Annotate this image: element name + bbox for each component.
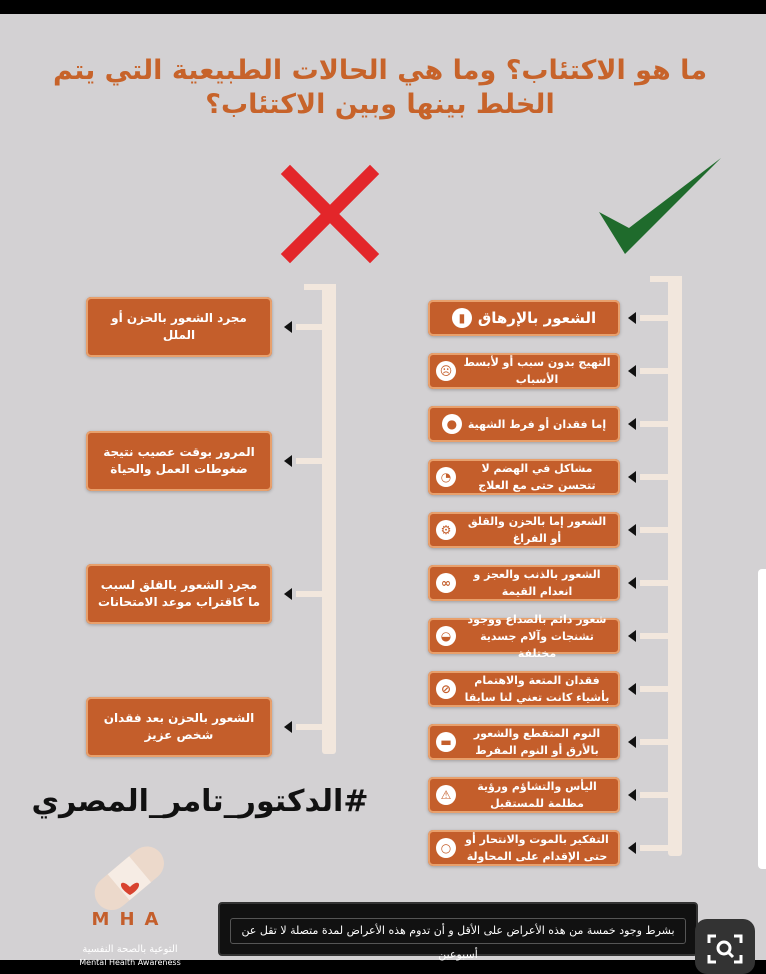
symptom-item	[428, 459, 620, 495]
symptom-item	[428, 777, 620, 813]
warning-icon: ⚠	[436, 785, 456, 805]
normal-state-item	[86, 297, 272, 357]
infographic-poster	[0, 14, 766, 967]
logo-abbreviation: MHA	[91, 909, 169, 930]
lens-button[interactable]	[695, 919, 755, 974]
symptom-label: التهيج بدون سبب أو لأبسط الأسباب	[463, 356, 611, 386]
right-connector	[640, 421, 670, 427]
right-connector	[640, 792, 670, 798]
plate-icon: ●	[442, 414, 462, 434]
arrow-icon	[628, 365, 636, 377]
logo-org-name: التوعية بالصحة النفسية	[82, 944, 178, 955]
symptom-item	[428, 671, 620, 707]
cross-icon	[280, 164, 380, 264]
normal-state-label: المرور بوقت عصيب نتيجة ضغوطات العمل والحياة	[103, 445, 255, 476]
symptom-label: إما فقدان أو فرط الشهية	[467, 417, 607, 431]
normal-state-item	[86, 564, 272, 624]
normal-state-label: مجرد الشعور بالقلق لسبب ما كاقتراب موعد الامتحانات	[97, 578, 261, 609]
right-connector	[640, 527, 670, 533]
right-connector	[640, 739, 670, 745]
handcuffs-icon: ∞	[436, 573, 456, 593]
right-connector	[640, 315, 670, 321]
bed-icon: ▬	[436, 732, 456, 752]
left-connector	[296, 724, 326, 730]
author-hashtag: #الدكتور_تامر_المصري	[31, 784, 369, 819]
symptom-label: الشعور بالإرهاق	[477, 308, 597, 327]
arrow-icon	[628, 471, 636, 483]
stomach-icon: ◔	[436, 467, 456, 487]
arrow-icon	[628, 418, 636, 430]
symptom-item	[428, 353, 620, 389]
left-spine-cap	[304, 284, 336, 290]
symptom-item	[428, 300, 620, 336]
right-connector	[640, 474, 670, 480]
arrow-icon	[628, 842, 636, 854]
arrow-icon	[628, 630, 636, 642]
side-handle[interactable]	[758, 569, 766, 869]
symptom-item	[428, 612, 620, 660]
symptom-label: شعور دائم بالصداع ووجود تشنجات وآلام جسدية مختلفة	[467, 612, 607, 660]
arrow-icon	[628, 524, 636, 536]
angry-face-icon: ☹	[436, 361, 456, 381]
symptom-label: فقدان المتعة والاهتمام بأشياء كانت تعني لنا سابقا	[464, 674, 610, 704]
symptom-label: مشاكل في الهضم لا تتحسن حتى مع العلاج	[478, 462, 596, 492]
right-spine	[668, 276, 682, 856]
symptom-item	[428, 565, 620, 601]
search-icon	[705, 931, 745, 967]
arrow-icon	[628, 789, 636, 801]
symptom-label: الشعور بالذنب والعجز و انعدام القيمة	[473, 568, 601, 598]
right-connector	[640, 686, 670, 692]
gear-head-icon: ⚙	[436, 520, 456, 540]
arrow-icon	[284, 321, 292, 333]
left-spine	[322, 284, 336, 754]
right-connector	[640, 845, 670, 851]
left-connector	[296, 324, 326, 330]
no-sign-icon: ⊘	[436, 679, 456, 699]
arrow-icon	[628, 312, 636, 324]
arrow-icon	[628, 736, 636, 748]
mha-logo	[60, 829, 200, 959]
footer-note-box	[218, 902, 698, 961]
arrow-icon	[284, 455, 292, 467]
footer-note: بشرط وجود خمسة من هذه الأعراض على الأقل و أن تدوم هذه الأعراض لمدة متصلة لا تقل عن أسبوعين	[230, 918, 686, 944]
battery-low-icon: ▮	[452, 308, 472, 328]
right-connector	[640, 368, 670, 374]
right-connector	[640, 580, 670, 586]
symptom-item	[428, 406, 620, 442]
normal-state-item	[86, 431, 272, 491]
right-connector	[640, 633, 670, 639]
symptom-item	[428, 724, 620, 760]
noose-icon: ○	[436, 838, 456, 858]
symptom-item	[428, 830, 620, 866]
normal-state-item	[86, 697, 272, 757]
right-spine-cap	[650, 276, 682, 282]
symptom-item	[428, 512, 620, 548]
top-bar	[0, 0, 766, 14]
arrow-icon	[628, 577, 636, 589]
logo-org-name-en: Mental Health Awareness	[79, 958, 181, 967]
normal-state-label: الشعور بالحزن بعد فقدان شخص عزيز	[103, 711, 255, 742]
pill-icon: ◒	[436, 626, 456, 646]
left-connector	[296, 458, 326, 464]
symptom-label: الشعور إما بالحزن والقلق أو الفراغ	[467, 515, 607, 545]
symptom-label: اليأس والتشاؤم ورؤية مظلمة للمستقبل	[477, 780, 597, 810]
check-icon	[595, 154, 725, 264]
normal-state-label: مجرد الشعور بالحزن أو الملل	[111, 311, 247, 342]
arrow-icon	[284, 721, 292, 733]
page-title: ما هو الاكتئاب؟ وما هي الحالات الطبيعية التي يتم الخلط بينها وبين الاكتئاب؟	[52, 55, 708, 120]
arrow-icon	[628, 683, 636, 695]
symptom-label: التفكير بالموت والانتحار أو حتى الإقدام على المحاولة	[465, 833, 609, 863]
arrow-icon	[284, 588, 292, 600]
symptom-label: النوم المتقطع والشعور بالأرق أو النوم المفرط	[473, 727, 601, 757]
left-connector	[296, 591, 326, 597]
